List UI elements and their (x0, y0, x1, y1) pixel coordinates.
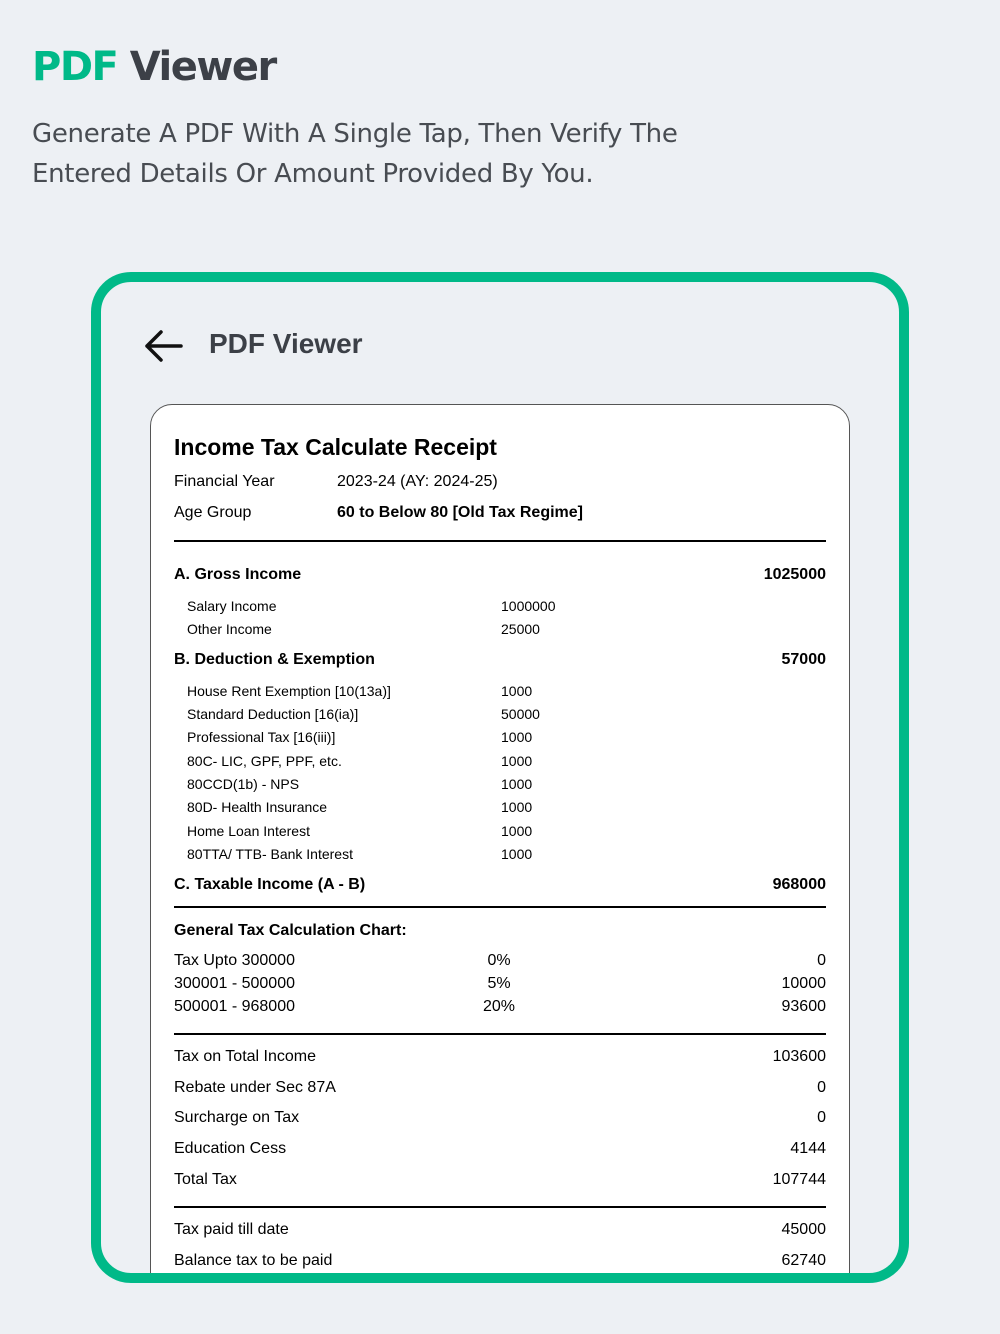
row-label: 500001 - 968000 (174, 998, 295, 1015)
row-value: 0 (817, 1109, 826, 1126)
row-value: 62740 (781, 1252, 826, 1269)
summary-row (174, 1169, 826, 1191)
row-label: Standard Deduction [16(ia)] (187, 706, 359, 722)
row-label: Other Income (187, 621, 272, 637)
row-rate: 0% (487, 952, 511, 969)
row-label: Salary Income (187, 598, 277, 614)
row-value: 45000 (781, 1221, 826, 1238)
divider (174, 1206, 826, 1208)
tax-slab-row (174, 950, 826, 972)
row-sub-value: 1000 (501, 753, 533, 769)
summary-row (174, 1107, 826, 1129)
payment-row (174, 1219, 826, 1241)
row-label: 300001 - 500000 (174, 975, 295, 992)
row-value: 0 (817, 1079, 826, 1096)
row-label: General Tax Calculation Chart: (174, 922, 407, 939)
row-sub-value: 1000 (501, 846, 533, 862)
row-value: 103600 (772, 1048, 826, 1065)
financial-year-row: Financial Year 2023-24 (AY: 2024-25) (174, 473, 498, 490)
row-label: Tax on Total Income (174, 1048, 317, 1065)
row-label: B. Deduction & Exemption (174, 651, 375, 668)
summary-row (174, 1138, 826, 1160)
phone-frame (91, 272, 909, 1283)
row-label: Professional Tax [16(iii)] (187, 729, 336, 745)
row-label: Education Cess (174, 1140, 287, 1157)
chart-title (174, 920, 826, 942)
age-group-row: Age Group 60 to Below 80 [Old Tax Regime] (174, 504, 583, 521)
gross-income-row (174, 564, 826, 586)
pdf-document[interactable] (150, 404, 850, 1283)
row-label: 80TTA/ TTB- Bank Interest (187, 846, 353, 862)
hero-subtitle: Generate A PDF With A Single Tap, Then Verify The Entered Details Or Amount Provided By You. (32, 119, 678, 189)
row-rate: 5% (487, 975, 511, 992)
row-sub-value: 1000000 (501, 598, 556, 614)
deduction-item (174, 750, 826, 772)
row-value: 107744 (772, 1171, 826, 1188)
row-label: Tax Upto 300000 (174, 952, 295, 969)
row-label: House Rent Exemption [10(13a)] (187, 683, 391, 699)
summary-row (174, 1077, 826, 1099)
divider (174, 540, 826, 542)
row-label: Tax paid till date (174, 1221, 289, 1238)
payment-row (174, 1250, 826, 1272)
row-label: Rebate under Sec 87A (174, 1079, 336, 1096)
row-label: A. Gross Income (174, 566, 302, 583)
row-value: 10000 (781, 975, 826, 992)
arrow-left-icon[interactable] (141, 324, 185, 368)
row-value: 4144 (790, 1140, 826, 1157)
row-value: 968000 (772, 876, 826, 893)
row-label: Home Loan Interest (187, 823, 310, 839)
row-label: Balance tax to be paid (174, 1252, 333, 1269)
gross-item (174, 618, 826, 640)
row-sub-value: 1000 (501, 823, 533, 839)
deduction-item (174, 820, 826, 842)
app-title: PDF Viewer (209, 328, 363, 359)
row-label: C. Taxable Income (A - B) (174, 876, 366, 893)
row-value: 0 (817, 952, 826, 969)
row-sub-value: 25000 (501, 621, 540, 637)
deduction-item (174, 680, 826, 702)
taxable-income-row (174, 874, 826, 896)
tax-slab-row (174, 973, 826, 995)
row-label: 80C- LIC, GPF, PPF, etc. (187, 753, 342, 769)
row-value: 57000 (781, 651, 826, 668)
row-sub-value: 1000 (501, 799, 533, 815)
row-sub-value: 1000 (501, 776, 533, 792)
deduction-item (174, 726, 826, 748)
divider (174, 1033, 826, 1035)
row-label: Total Tax (174, 1171, 237, 1188)
deduction-row (174, 649, 826, 671)
tax-slab-row (174, 996, 826, 1018)
deduction-item (174, 843, 826, 865)
divider (174, 906, 826, 908)
row-sub-value: 1000 (501, 683, 533, 699)
deduction-item (174, 796, 826, 818)
row-label: 80CCD(1b) - NPS (187, 776, 300, 792)
row-value: 93600 (781, 998, 826, 1015)
receipt-title: Income Tax Calculate Receipt (174, 434, 497, 460)
hero-title: PDF Viewer (32, 44, 276, 90)
deduction-item (174, 773, 826, 795)
row-label: 80D- Health Insurance (187, 799, 328, 815)
row-label: Surcharge on Tax (174, 1109, 300, 1126)
row-rate: 20% (482, 998, 516, 1015)
summary-row (174, 1046, 826, 1068)
row-sub-value: 1000 (501, 729, 533, 745)
gross-item (174, 595, 826, 617)
row-sub-value: 50000 (501, 706, 540, 722)
row-value: 1025000 (763, 566, 826, 583)
deduction-item (174, 703, 826, 725)
